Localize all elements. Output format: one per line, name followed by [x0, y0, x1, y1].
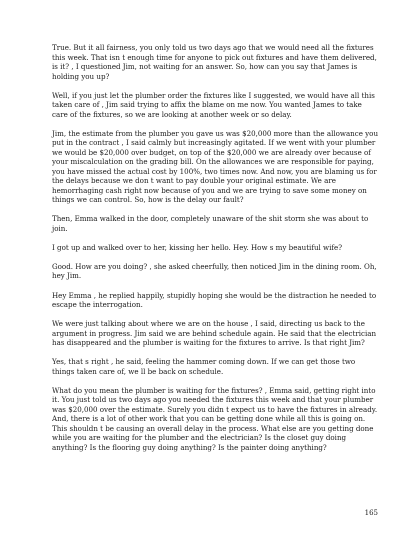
paragraph: I got up and walked over to her, kissing her hello. Hey. How s my beautiful wife? [52, 242, 343, 252]
paragraph: Then, Emma walked in the door, completely unaware of the shit storm she was about to join. [52, 214, 369, 233]
paragraph: Jim, the estimate from the plumber you gave us was $20,000 more than the allowance you put in the contract , I said calmly but increasingly agitated. If we went with your plumber we would be $20,000 over budget, on top of the $20,000 we are already over because of your miscalculation on the grading bill. On the allowances we are responsible for paying, you have missed the actual cost by 100%, two times now. And now, you are blaming us for the delays because we don t want to pay double your original estimate. We are hemorrhaging cash right now because of you and we are trying to save some money on things we can control. So, how is the delay our fault? [52, 128, 379, 205]
page-number: 165 [364, 509, 378, 517]
paragraph: What do you mean the plumber is waiting for the fixtures? , Emma said, getting right into it. You just told us two days ago you needed the fixtures this week and that your plumber was $20,000 over the estimate. Surely you didn t expect us to have the fixtures in already. And, there is a lot of other work that you can be getting done while all this is going on. This shouldn t be causing an overall delay in the process. What else are you getting done while you are waiting for the plumber and the electrician? Is the closet guy doing anything? Is the flooring guy doing anything? Is the painter doing anything? [52, 385, 378, 452]
paragraph: Good. How are you doing? , she asked cheerfully, then noticed Jim in the dining room. Oh, hey Jim. [52, 261, 377, 281]
paragraph: We were just talking about where we are on the house , I said, directing us back to the argument in progress. Jim said we are behind schedule again. He said that the electrician has disappeared and the plumber is waiting for the fixtures to arrive. Is that right Jim? [52, 319, 377, 348]
paragraph: Hey Emma , he replied happily, stupidly hoping she would be the distraction he needed to escape the interrogation. [52, 290, 377, 310]
paragraph: Yes, that s right , he said, feeling the hammer coming down. If we can get those two things taken care of, we ll be back on schedule. [52, 357, 356, 376]
paragraph: Well, if you just let the plumber order the fixtures like I suggested, we would have all this taken care of , Jim said trying to affix the blame on me now. You wanted James to take care of the fixtures, so we are looking at another week or so delay. [52, 90, 375, 119]
body-text [52, 43, 379, 462]
paragraph: True. But it all fairness, you only told us two days ago that we would need all the fixtures this week. That isn t enough time for anyone to pick out fixtures and have them delivered, is it? , I questioned Jim, not waiting for an answer. So, how can you say that James is holding you up? [52, 43, 377, 81]
